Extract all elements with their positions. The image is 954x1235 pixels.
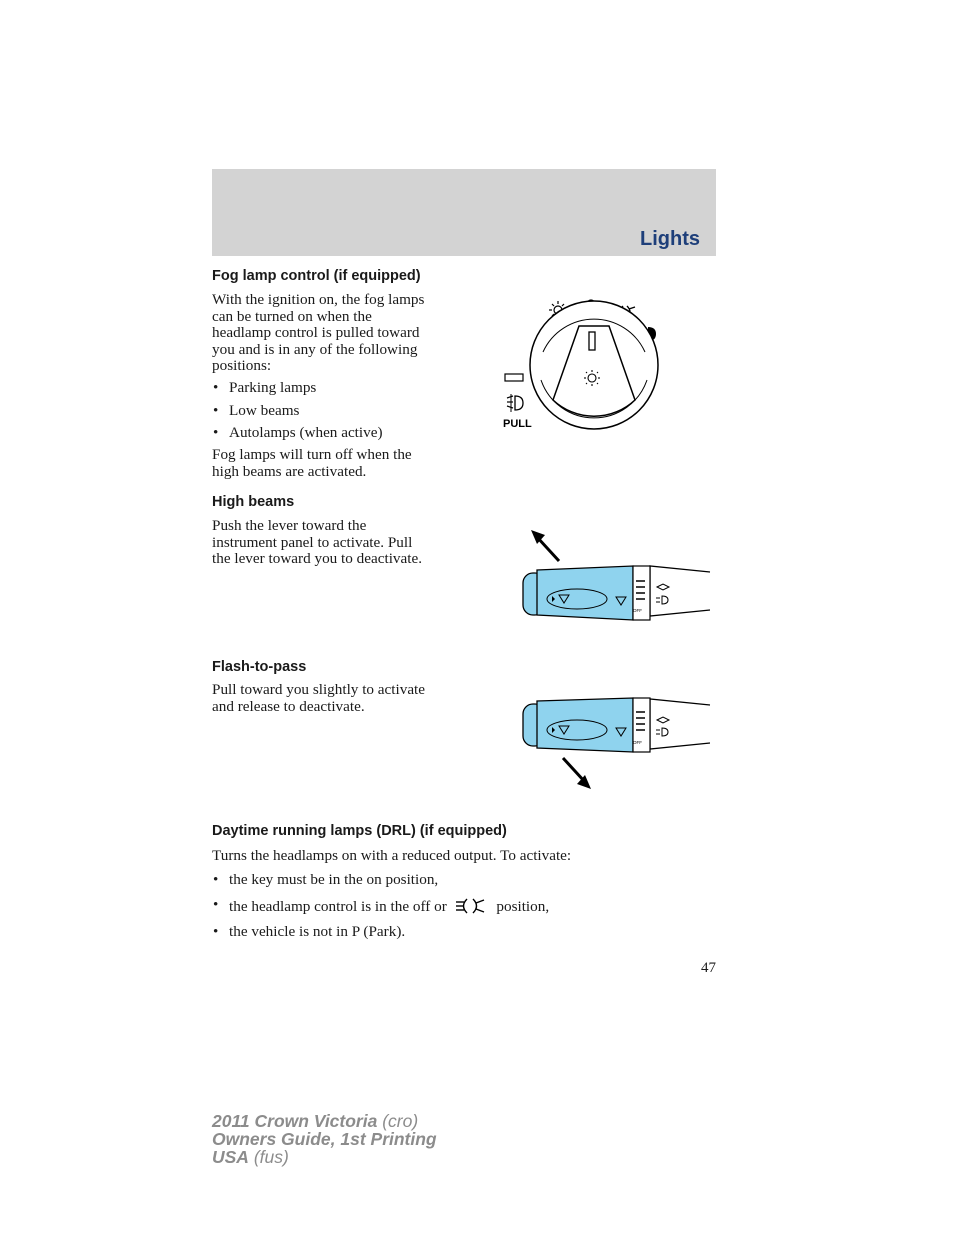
fog-lamp-icon: [507, 394, 523, 412]
text-line: and release to deactivate.: [212, 697, 365, 715]
list-item: [212, 924, 549, 941]
high-beams-heading: High beams: [212, 494, 295, 510]
flash-to-pass-text: [212, 682, 425, 715]
drl-heading: Daytime running lamps (DRL) (if equipped): [212, 823, 507, 839]
text-line: Push the lever toward the: [212, 517, 367, 534]
turn-lever-high-beam-illustration: [515, 525, 715, 625]
text-line: positions:: [212, 357, 272, 375]
flash-to-pass-heading: Flash-to-pass: [212, 659, 307, 675]
list-item-text: the vehicle is not in P (Park).: [229, 923, 406, 941]
text-line: the lever toward you to deactivate.: [212, 550, 423, 568]
footer-edition: Owners Guide, 1st Printing: [212, 1129, 437, 1149]
list-item: [212, 872, 549, 889]
turn-lever-flash-to-pass-illustration: [515, 690, 715, 792]
list-item: • Parking lamps: [212, 380, 383, 397]
text-line: headlamp control is pulled toward: [212, 324, 420, 342]
footer-market: USA: [212, 1147, 249, 1167]
text-line: Pull toward you slightly to activate: [212, 681, 426, 698]
section-header-band: [212, 169, 716, 256]
footer-line: [212, 1112, 437, 1130]
arrow-icon: [531, 530, 559, 561]
footer-line: [212, 1130, 437, 1148]
drl-intro: Turns the headlamps on with a reduced output. To activate:: [212, 847, 572, 864]
text-line: high beams are activated.: [212, 462, 367, 480]
text-line: Fog lamps will turn off when the: [212, 446, 412, 463]
list-item: • Autolamps (when active): [212, 425, 383, 442]
fog-lamp-positions-list: [212, 380, 383, 442]
list-item-text: the key must be in the on position,: [229, 871, 439, 888]
fog-lamp-heading: Fog lamp control (if equipped): [212, 268, 421, 284]
off-label: OFF: [633, 608, 642, 613]
list-item-text: the headlamp control is in the off or: [229, 897, 447, 915]
drl-conditions-list: [212, 872, 549, 941]
section-title: Lights: [640, 228, 700, 250]
fog-lamp-intro: [212, 292, 424, 375]
footer-code: (cro): [382, 1111, 419, 1131]
footer-code: (fus): [253, 1147, 289, 1167]
text-line: instrument panel to activate. Pull: [212, 533, 413, 551]
fog-lamp-note: [212, 447, 412, 480]
text-line: With the ignition on, the fog lamps: [212, 291, 425, 308]
list-item-text: position,: [496, 897, 550, 915]
list-item: • Low beams: [212, 403, 383, 420]
off-label: OFF: [633, 740, 642, 745]
pull-label: PULL: [503, 418, 532, 430]
arrow-icon: [563, 758, 591, 789]
list-item: [212, 897, 549, 916]
page-number: 47: [701, 960, 716, 976]
footer-model: 2011 Crown Victoria: [212, 1111, 378, 1131]
document-footer: [212, 1112, 437, 1166]
text-line: you and is in any of the following: [212, 340, 418, 358]
low-beam-icon: [453, 897, 487, 915]
footer-line: [212, 1148, 437, 1166]
headlamp-control-dial: [495, 290, 675, 440]
text-line: can be turned on when the: [212, 307, 372, 325]
high-beams-text: [212, 518, 422, 568]
